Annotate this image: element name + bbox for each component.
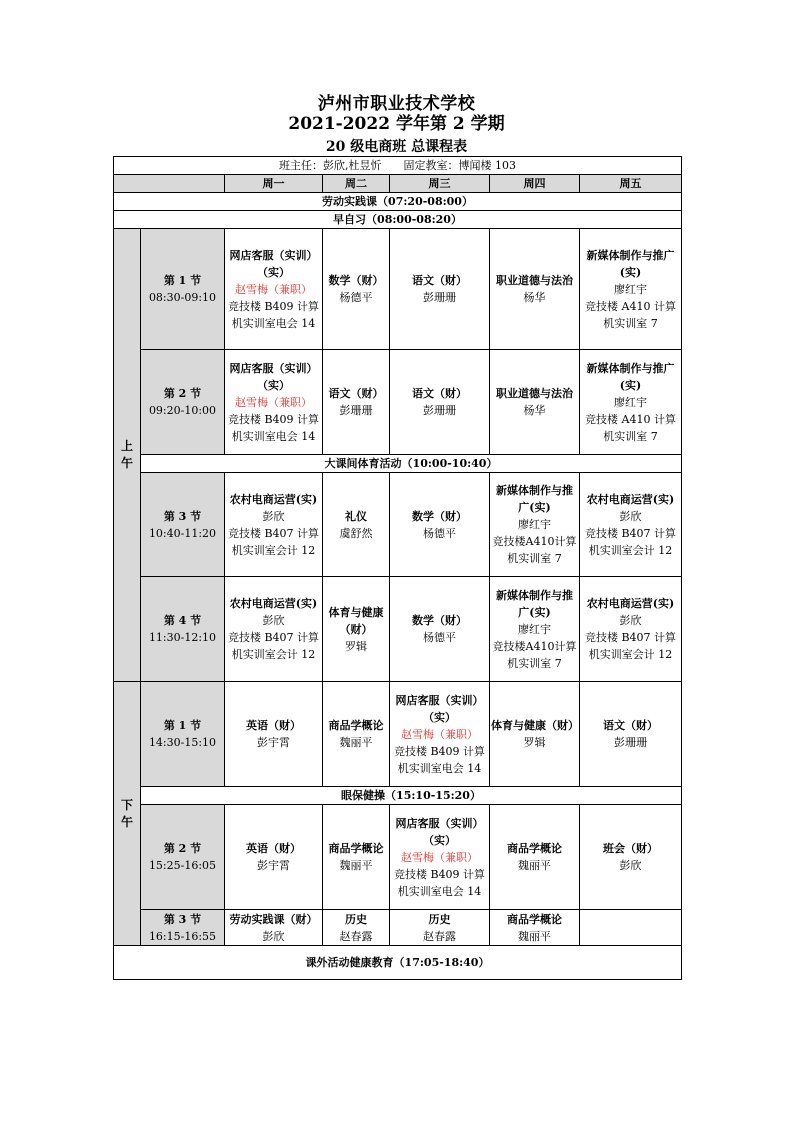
day-header: 周四 bbox=[490, 175, 580, 193]
after-school-row: 课外活动健康教育（17:05-18:40） bbox=[114, 946, 682, 980]
teacher-name: 彭珊珊 bbox=[614, 736, 648, 749]
course-cell bbox=[390, 229, 490, 350]
teacher-name: 彭欣 bbox=[619, 859, 642, 872]
course-cell bbox=[225, 577, 323, 682]
session-char: 午 bbox=[120, 456, 133, 470]
teacher-name: 魏丽平 bbox=[518, 859, 551, 872]
course-cell bbox=[323, 805, 390, 910]
teacher-name: 杨华 bbox=[523, 291, 546, 304]
teacher-name: 魏丽平 bbox=[339, 859, 373, 872]
course-cell bbox=[580, 350, 682, 455]
lesson-row bbox=[114, 805, 682, 910]
term-title: 2021-2022 学年第 2 学期 bbox=[288, 114, 505, 134]
course-name: 英语（财） bbox=[246, 842, 301, 855]
course-name: 农村电商运营(实) bbox=[586, 492, 675, 506]
room-text: 竞技楼 B407 计算机实训室会计 12 bbox=[584, 526, 677, 557]
teacher-name: 赵雪梅（兼职） bbox=[235, 282, 312, 296]
course-cell bbox=[225, 910, 323, 946]
teacher-name: 杨德平 bbox=[339, 291, 373, 304]
course-cell bbox=[225, 473, 323, 577]
course-name: 班会（财） bbox=[603, 842, 659, 855]
teacher-name: 彭珊珊 bbox=[339, 404, 373, 417]
course-cell bbox=[390, 805, 490, 910]
session-char: 下 bbox=[120, 797, 133, 812]
room-text: 竞技楼 A410 计算机实训室 7 bbox=[585, 299, 676, 330]
teacher-name: 罗辑 bbox=[345, 639, 367, 653]
teacher-name: 彭珊珊 bbox=[423, 291, 456, 304]
corner-cell bbox=[114, 175, 225, 193]
teacher-name: 赵雪梅（兼职） bbox=[401, 727, 478, 741]
room-text: 竞技楼 B409 计算机实训室电会 14 bbox=[393, 744, 486, 775]
course-cell bbox=[323, 350, 390, 455]
info-line: 班主任：彭欣,杜昱忻 固定教室：博闻楼 103 bbox=[114, 157, 682, 175]
teacher-name: 彭欣 bbox=[262, 929, 285, 943]
course-name: 农村电商运营(实) bbox=[229, 597, 318, 610]
course-cell bbox=[323, 229, 390, 350]
eye-exercise-row: 眼保健操（15:10-15:20） bbox=[141, 787, 682, 805]
course-name: 农村电商运营(实) bbox=[586, 597, 675, 610]
slot-time: 16:15-16:55 bbox=[148, 929, 217, 943]
teacher-name: 赵春露 bbox=[423, 929, 456, 943]
room-text: 竞技楼 B409 计算机实训室电会 14 bbox=[227, 299, 320, 330]
room-text: 竞技楼A410计算机实训室 7 bbox=[492, 639, 577, 670]
course-name: 英语（财） bbox=[246, 719, 301, 732]
course-name: 职业道德与法治 bbox=[496, 274, 573, 287]
course-cell bbox=[323, 577, 390, 682]
course-cell bbox=[225, 682, 323, 787]
course-name: 数学（财） bbox=[412, 509, 467, 523]
teacher-name: 魏丽平 bbox=[518, 929, 551, 943]
session-morning bbox=[114, 229, 141, 682]
slot-time: 11:30-12:10 bbox=[148, 631, 217, 644]
teacher-name: 廖红宇 bbox=[614, 282, 648, 296]
course-name: 语文（财） bbox=[603, 719, 659, 732]
course-name: 网店客服（实训）（实） bbox=[229, 361, 318, 392]
slot-cell bbox=[141, 682, 225, 787]
slot-name: 第 1 节 bbox=[163, 274, 202, 287]
big-break-row: 大课间体育活动（10:00-10:40） bbox=[141, 455, 682, 473]
course-name: 语文（财） bbox=[412, 387, 467, 400]
slot-name: 第 4 节 bbox=[163, 614, 202, 627]
course-name: 商品学概论 bbox=[328, 719, 384, 732]
room-text: 竞技楼 B407 计算机实训室会计 12 bbox=[227, 526, 320, 557]
lesson-row bbox=[114, 682, 682, 787]
teacher-name: 赵雪梅（兼职） bbox=[235, 395, 312, 409]
course-cell bbox=[580, 577, 682, 682]
slot-name: 第 2 节 bbox=[163, 387, 202, 400]
teacher-name: 杨德平 bbox=[423, 526, 456, 540]
slot-cell bbox=[141, 805, 225, 910]
course-cell bbox=[390, 473, 490, 577]
morning-reading-row: 早自习（08:00-08:20） bbox=[114, 211, 682, 229]
course-name: 商品学概论 bbox=[507, 912, 562, 926]
course-name: 体育与健康（财） bbox=[328, 605, 384, 636]
course-name: 体育与健康（财） bbox=[491, 719, 579, 732]
course-name: 农村电商运营(实) bbox=[229, 492, 318, 506]
teacher-name: 彭珊珊 bbox=[423, 404, 456, 417]
school-name: 泸州市职业技术学校 bbox=[317, 94, 476, 114]
lesson-row bbox=[114, 350, 682, 455]
course-cell bbox=[390, 910, 490, 946]
course-cell bbox=[580, 910, 682, 946]
slot-cell bbox=[141, 473, 225, 577]
room-text: 竞技楼 B409 计算机实训室电会 14 bbox=[227, 412, 320, 443]
course-cell bbox=[225, 805, 323, 910]
day-header: 周五 bbox=[580, 175, 682, 193]
course-name: 数学（财） bbox=[328, 274, 384, 287]
course-cell bbox=[323, 473, 390, 577]
session-char: 上 bbox=[120, 439, 133, 453]
teacher-name: 彭欣 bbox=[619, 614, 642, 627]
slot-time: 10:40-11:20 bbox=[148, 526, 217, 540]
course-cell bbox=[323, 682, 390, 787]
room-text: 竞技楼 B407 计算机实训室会计 12 bbox=[227, 631, 320, 661]
teacher-name: 赵雪梅（兼职） bbox=[401, 850, 478, 864]
day-header: 周一 bbox=[225, 175, 323, 193]
slot-cell bbox=[141, 350, 225, 455]
course-cell bbox=[490, 350, 580, 455]
slot-cell bbox=[141, 229, 225, 350]
day-header: 周三 bbox=[390, 175, 490, 193]
course-name: 网店客服（实训）（实） bbox=[229, 248, 318, 279]
course-name: 语文（财） bbox=[328, 387, 384, 400]
room-text: 竞技楼 A410 计算机实训室 7 bbox=[585, 412, 676, 443]
teacher-name: 彭宇霄 bbox=[257, 859, 290, 872]
teacher-name: 杨德平 bbox=[423, 631, 456, 644]
teacher-name: 虞舒然 bbox=[339, 526, 373, 540]
teacher-name: 魏丽平 bbox=[339, 736, 373, 749]
slot-time: 09:20-10:00 bbox=[148, 404, 217, 417]
course-cell bbox=[490, 805, 580, 910]
teacher-name: 彭宇霄 bbox=[257, 736, 290, 749]
lesson-row bbox=[114, 910, 682, 946]
slot-cell bbox=[141, 577, 225, 682]
course-cell bbox=[580, 473, 682, 577]
room-text: 竞技楼 B409 计算机实训室电会 14 bbox=[393, 867, 486, 898]
course-name: 商品学概论 bbox=[328, 842, 384, 855]
lesson-row bbox=[114, 577, 682, 682]
course-cell bbox=[225, 350, 323, 455]
lesson-row bbox=[114, 229, 682, 350]
course-cell bbox=[490, 682, 580, 787]
class-title: 20 级电商班 总课程表 bbox=[325, 139, 468, 155]
course-cell bbox=[390, 682, 490, 787]
labor-row: 劳动实践课（07:20-08:00） bbox=[114, 193, 682, 211]
course-name: 新媒体制作与推广(实) bbox=[496, 484, 573, 514]
course-name: 职业道德与法治 bbox=[496, 387, 573, 400]
course-name: 历史 bbox=[345, 912, 367, 926]
slot-name: 第 3 节 bbox=[163, 509, 202, 523]
teacher-name: 罗辑 bbox=[523, 736, 546, 749]
teacher-name: 廖红宇 bbox=[614, 395, 648, 409]
teacher-name: 彭欣 bbox=[262, 614, 285, 627]
slot-time: 08:30-09:10 bbox=[148, 291, 217, 304]
teacher-name: 赵春露 bbox=[339, 929, 373, 943]
timetable bbox=[113, 156, 682, 980]
course-name: 新媒体制作与推广(实) bbox=[496, 588, 573, 619]
header-row bbox=[114, 175, 682, 193]
course-name: 新媒体制作与推广(实) bbox=[586, 361, 675, 392]
course-name: 劳动实践课（财） bbox=[229, 912, 318, 926]
session-char: 午 bbox=[120, 814, 133, 829]
teacher-name: 廖红宇 bbox=[518, 518, 551, 531]
slot-time: 15:25-16:05 bbox=[148, 859, 217, 872]
session-afternoon bbox=[114, 682, 141, 946]
slot-cell bbox=[141, 910, 225, 946]
course-cell bbox=[390, 350, 490, 455]
course-name: 网店客服（实训）（实） bbox=[395, 816, 484, 847]
room-text: 竞技楼 B407 计算机实训室会计 12 bbox=[584, 631, 677, 661]
slot-name: 第 3 节 bbox=[163, 912, 202, 926]
course-name: 数学（财） bbox=[412, 614, 467, 627]
slot-name: 第 2 节 bbox=[163, 842, 202, 855]
course-cell bbox=[490, 473, 580, 577]
course-cell bbox=[580, 682, 682, 787]
course-cell bbox=[580, 805, 682, 910]
course-cell bbox=[490, 910, 580, 946]
course-name: 语文（财） bbox=[412, 274, 467, 287]
course-name: 礼仪 bbox=[345, 509, 367, 523]
room-text: 竞技楼A410计算机实训室 7 bbox=[492, 535, 577, 565]
teacher-name: 彭欣 bbox=[619, 509, 642, 523]
slot-name: 第 1 节 bbox=[163, 719, 202, 732]
course-name: 商品学概论 bbox=[507, 842, 562, 855]
course-cell bbox=[225, 229, 323, 350]
course-cell bbox=[390, 577, 490, 682]
course-name: 新媒体制作与推广(实) bbox=[586, 248, 675, 279]
lesson-row bbox=[114, 473, 682, 577]
course-cell bbox=[580, 229, 682, 350]
day-header: 周二 bbox=[323, 175, 390, 193]
slot-time: 14:30-15:10 bbox=[148, 736, 217, 749]
course-cell bbox=[490, 229, 580, 350]
course-cell bbox=[323, 910, 390, 946]
course-name: 网店客服（实训）（实） bbox=[395, 693, 484, 724]
teacher-name: 廖红宇 bbox=[518, 622, 551, 636]
course-name: 历史 bbox=[428, 912, 451, 926]
teacher-name: 彭欣 bbox=[262, 509, 285, 523]
course-cell bbox=[490, 577, 580, 682]
teacher-name: 杨华 bbox=[523, 404, 546, 417]
